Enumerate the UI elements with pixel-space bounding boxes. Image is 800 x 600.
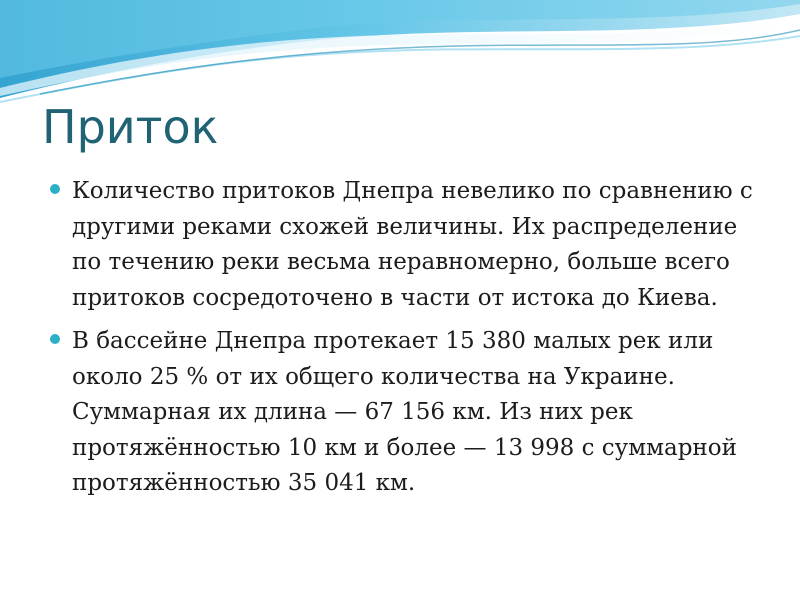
header-wave-decoration: [0, 0, 800, 110]
bullet-dot-icon: [50, 334, 60, 344]
bullet-text: Количество притоков Днепра невелико по сравнению с другими реками схожей величины. Их распределение по течению реки весьма неравномерно, больше всего притоков сосредоточено в части от истока до Киева.: [72, 178, 753, 311]
bullet-list: [48, 174, 768, 510]
bullet-dot-icon: [50, 184, 60, 194]
bullet-text: В бассейне Днепра протекает 15 380 малых рек или около 25 % от их общего количества на Украине. Суммарная их длина — 67 156 км. Из них рек протяжённостью 10 км и более — 13 998 с суммарной протяжённостью 35 041 км.: [72, 328, 737, 496]
bullet-item: [48, 174, 768, 316]
bullet-item: [48, 324, 768, 502]
slide-title: Приток: [42, 100, 219, 154]
